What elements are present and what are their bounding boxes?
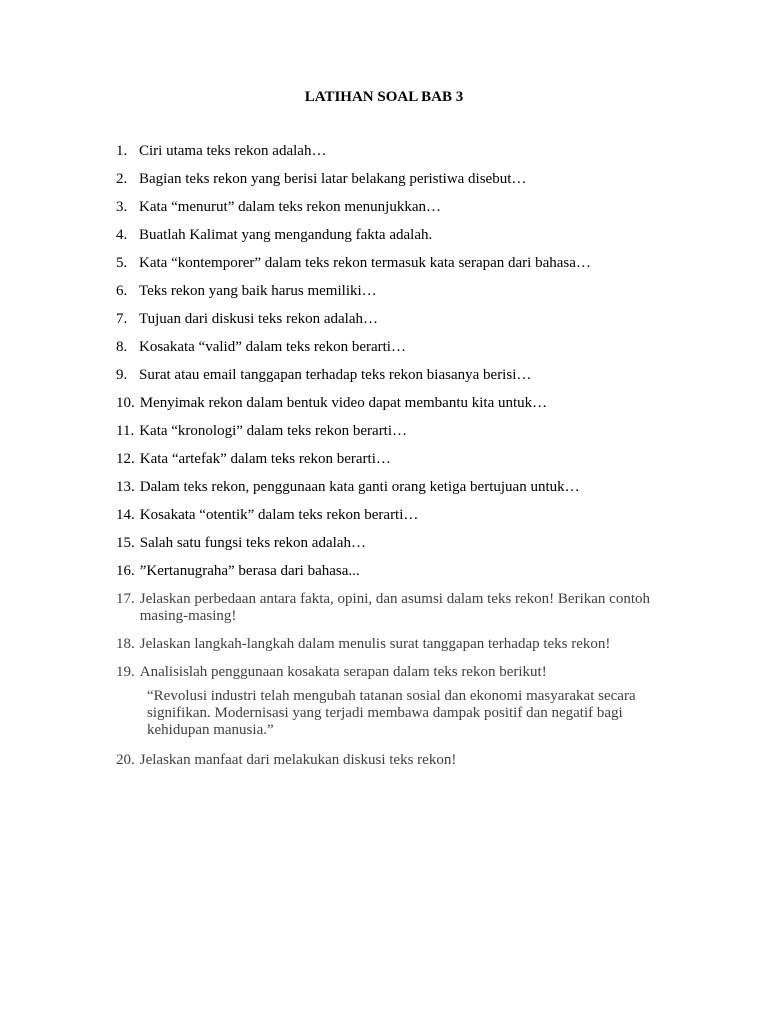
list-item [116, 199, 676, 216]
question-number: 17. [116, 591, 135, 607]
question-number: 15. [116, 535, 135, 551]
question-text: Surat atau email tanggapan terhadap teks rekon biasanya berisi… [139, 367, 532, 383]
question-text: Ciri utama teks rekon adalah… [139, 143, 327, 159]
question-text: Salah satu fungsi teks rekon adalah… [139, 535, 366, 551]
list-item [116, 367, 676, 384]
list-item [116, 171, 676, 188]
question-text: Kosakata “valid” dalam teks rekon berarti… [139, 339, 406, 355]
list-item [116, 423, 676, 440]
question-text: Bagian teks rekon yang berisi latar belakang peristiwa disebut… [139, 171, 527, 187]
question-text: Buatlah Kalimat yang mengandung fakta adalah. [139, 227, 433, 243]
list-item [116, 143, 676, 160]
question-text: Kata “menurut” dalam teks rekon menunjukkan… [139, 199, 441, 215]
list-item [116, 339, 676, 356]
question-list [116, 143, 676, 780]
question-text: Jelaskan perbedaan antara fakta, opini, dan asumsi dalam teks rekon! Berikan contoh masing-masing! [139, 591, 650, 624]
question-number: 9. [116, 367, 128, 383]
list-item [116, 479, 676, 496]
list-item [116, 563, 676, 580]
question-number: 6. [116, 283, 128, 299]
question-text: Analisislah penggunaan kosakata serapan dalam teks rekon berikut! [139, 664, 547, 680]
question-text: Kata “kronologi” dalam teks rekon berarti… [139, 423, 408, 439]
question-text: Jelaskan langkah-langkah dalam menulis surat tanggapan terhadap teks rekon! [139, 636, 611, 652]
question-text: Teks rekon yang baik harus memiliki… [139, 283, 377, 299]
question-number: 4. [116, 227, 128, 243]
list-item [116, 664, 676, 681]
page-title: LATIHAN SOAL BAB 3 [304, 89, 464, 105]
quoted-passage: “Revolusi industri telah mengubah tatanan sosial dan ekonomi masyarakat secara signifikan. Modernisasi yang terjadi membawa dampak positif dan negatif bagi kehidupan manusia.” [147, 688, 636, 738]
list-item [116, 395, 676, 412]
question-text: Kata “artefak” dalam teks rekon berarti… [139, 451, 391, 467]
list-item [116, 591, 676, 625]
list-item [116, 752, 676, 769]
question-text: Kosakata “otentik” dalam teks rekon berarti… [139, 507, 419, 523]
question-text: Jelaskan manfaat dari melakukan diskusi teks rekon! [139, 752, 457, 768]
question-number: 8. [116, 339, 128, 355]
list-item [116, 283, 676, 300]
question-number: 5. [116, 255, 128, 271]
question-number: 19. [116, 664, 135, 680]
question-text: ”Kertanugraha” berasa dari bahasa... [139, 563, 360, 579]
question-text: Kata “kontemporer” dalam teks rekon termasuk kata serapan dari bahasa… [139, 255, 591, 271]
question-text: Dalam teks rekon, penggunaan kata ganti orang ketiga bertujuan untuk… [139, 479, 580, 495]
list-item [116, 227, 676, 244]
question-number: 16. [116, 563, 135, 579]
question-number: 12. [116, 451, 135, 467]
list-item [116, 636, 676, 653]
list-item [116, 535, 676, 552]
list-item [116, 507, 676, 524]
question-number: 1. [116, 143, 128, 159]
question-text: Menyimak rekon dalam bentuk video dapat membantu kita untuk… [139, 395, 548, 411]
question-number: 3. [116, 199, 128, 215]
question-number: 20. [116, 752, 135, 768]
question-number: 7. [116, 311, 128, 327]
question-number: 11. [116, 423, 135, 439]
list-item [116, 311, 676, 328]
question-number: 14. [116, 507, 135, 523]
question-number: 2. [116, 171, 128, 187]
question-number: 18. [116, 636, 135, 652]
question-text: Tujuan dari diskusi teks rekon adalah… [139, 311, 378, 327]
list-item [116, 451, 676, 468]
list-item [116, 255, 676, 272]
question-number: 13. [116, 479, 135, 495]
question-number: 10. [116, 395, 135, 411]
